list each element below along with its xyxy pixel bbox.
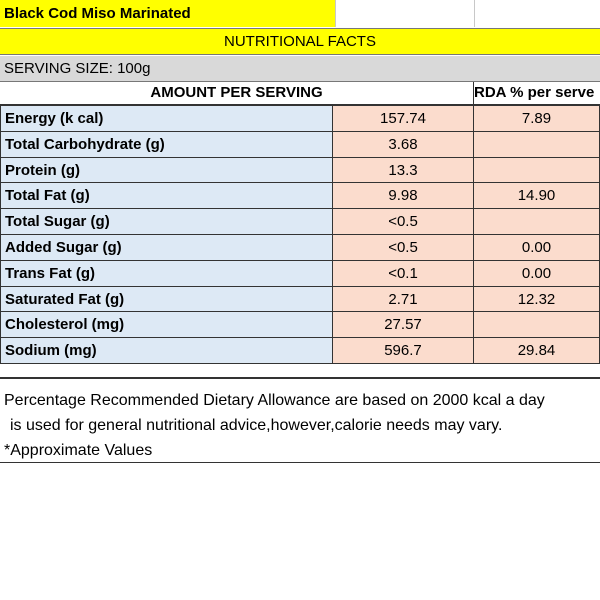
nutrient-name: Total Carbohydrate (g) <box>0 132 333 158</box>
nutrient-value: 27.57 <box>333 312 474 338</box>
table-row <box>0 132 600 158</box>
nutrient-rda: 0.00 <box>474 261 600 287</box>
nutrient-name: Sodium (mg) <box>0 338 333 364</box>
nutrient-name: Total Sugar (g) <box>0 209 333 235</box>
nutrient-name: Total Fat (g) <box>0 183 333 209</box>
nutrient-rda <box>474 158 600 184</box>
footnote-line-3: *Approximate Values <box>4 442 153 459</box>
table-row <box>0 235 600 261</box>
nutrient-rda: 14.90 <box>474 183 600 209</box>
nutrient-name: Energy (k cal) <box>0 106 333 132</box>
amount-per-serving-header: AMOUNT PER SERVING <box>0 82 474 104</box>
nutrient-value: <0.1 <box>333 261 474 287</box>
nutrient-rda <box>474 209 600 235</box>
nutrient-rda <box>474 132 600 158</box>
nutrient-value: 13.3 <box>333 158 474 184</box>
footnote <box>0 377 600 463</box>
nutrient-name: Added Sugar (g) <box>0 235 333 261</box>
nutrient-rda: 12.32 <box>474 287 600 313</box>
table-row <box>0 183 600 209</box>
blank-cell <box>335 0 474 27</box>
nutrient-name: Protein (g) <box>0 158 333 184</box>
nutrient-value: 157.74 <box>333 106 474 132</box>
table-row <box>0 261 600 287</box>
nutrient-rda: 29.84 <box>474 338 600 364</box>
table-row <box>0 338 600 364</box>
title-row <box>0 0 600 27</box>
table-row <box>0 312 600 338</box>
nutrient-name: Cholesterol (mg) <box>0 312 333 338</box>
nutrient-value: <0.5 <box>333 209 474 235</box>
footnote-line-2: is used for general nutritional advice,however,calorie needs may vary. <box>10 417 503 434</box>
nutrient-rda: 0.00 <box>474 235 600 261</box>
nutrient-rda: 7.89 <box>474 106 600 132</box>
rda-header: RDA % per serve <box>474 84 595 101</box>
footnote-line-1: Percentage Recommended Dietary Allowance are based on 2000 kcal a day <box>4 392 545 409</box>
table-row <box>0 158 600 184</box>
nutrient-rda <box>474 312 600 338</box>
nutrient-name: Trans Fat (g) <box>0 261 333 287</box>
nutrient-value: 9.98 <box>333 183 474 209</box>
nutrient-table <box>0 106 600 364</box>
nutrient-value: 596.7 <box>333 338 474 364</box>
table-row <box>0 106 600 132</box>
product-title: Black Cod Miso Marinated <box>0 0 335 27</box>
nutrient-value: 2.71 <box>333 287 474 313</box>
nutrient-value: <0.5 <box>333 235 474 261</box>
nutrient-name: Saturated Fat (g) <box>0 287 333 313</box>
blank-cell <box>474 0 600 27</box>
table-row <box>0 287 600 313</box>
nutritional-facts-header: NUTRITIONAL FACTS <box>0 28 600 55</box>
column-header-row <box>0 82 600 106</box>
table-row <box>0 209 600 235</box>
nutrient-value: 3.68 <box>333 132 474 158</box>
serving-size: SERVING SIZE: 100g <box>0 56 600 82</box>
